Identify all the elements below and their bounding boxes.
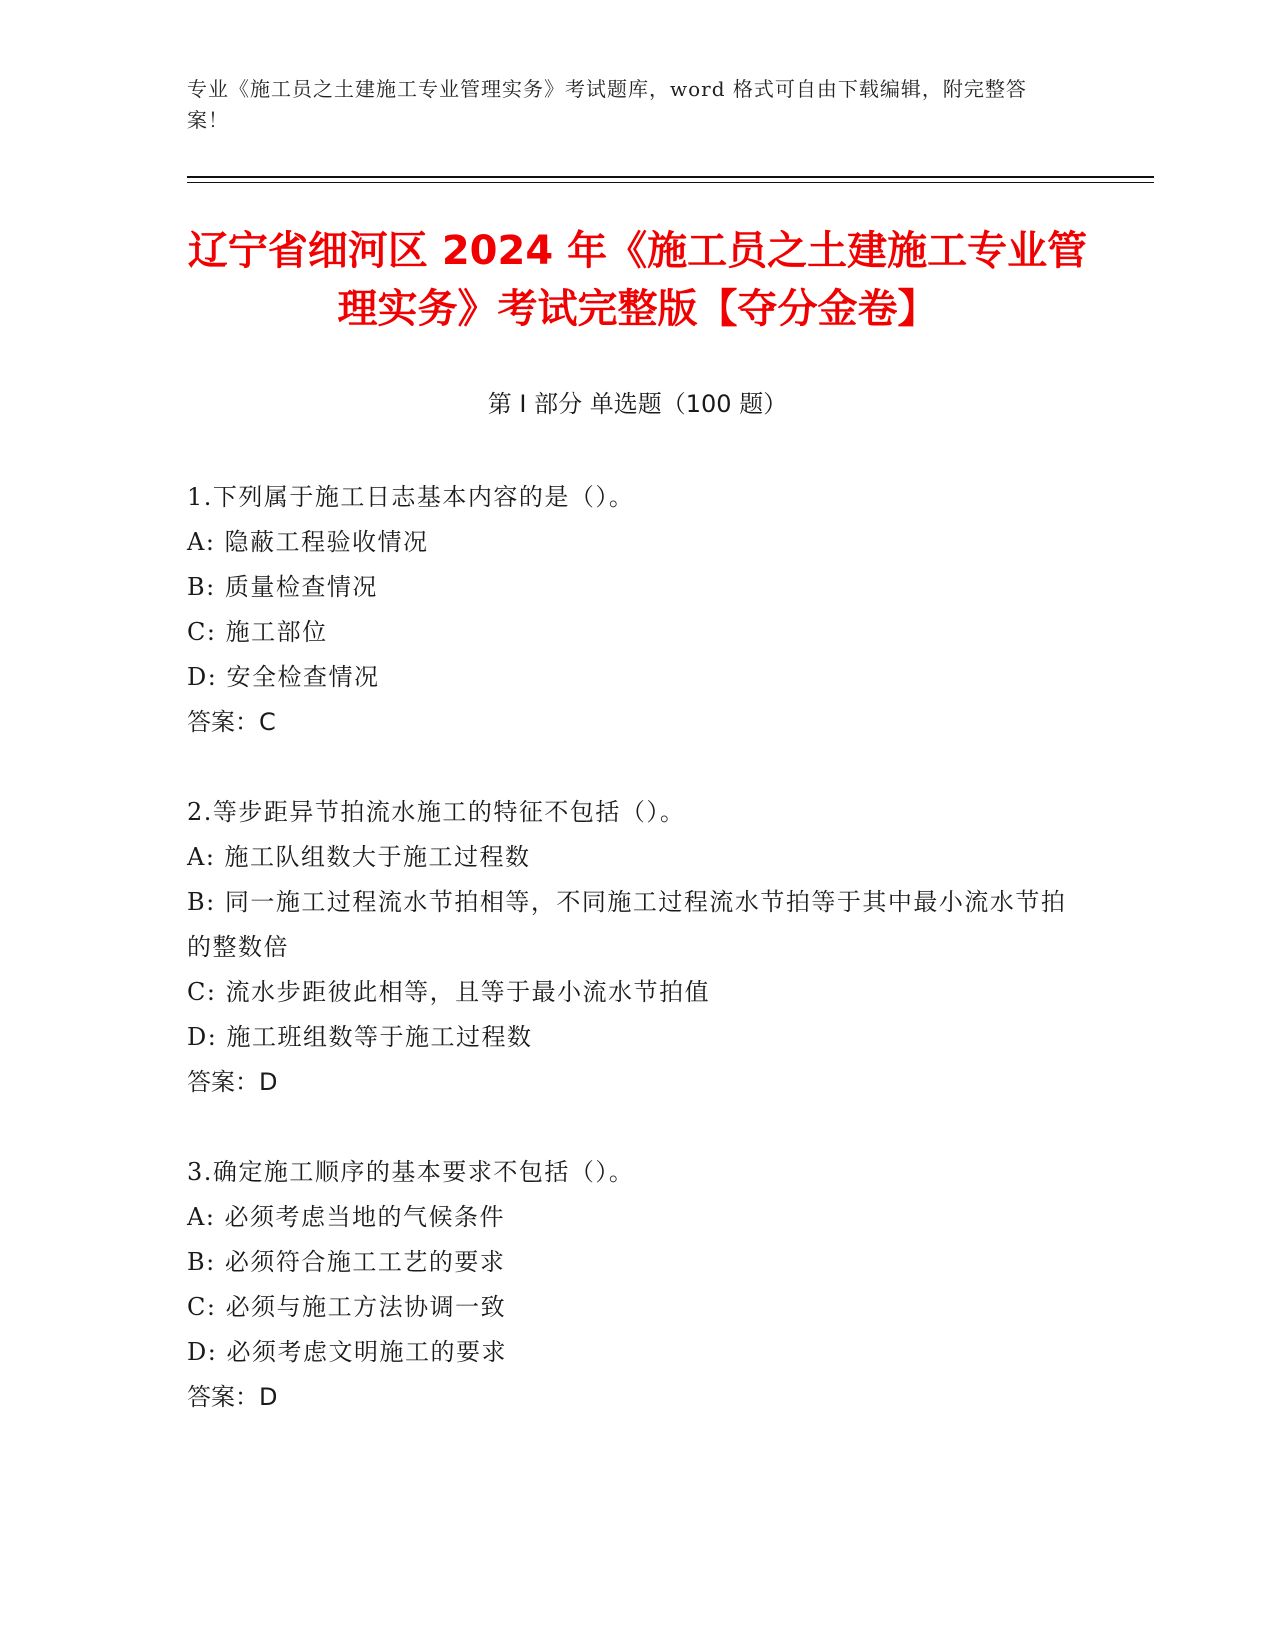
option-b: B: 质量检查情况: [187, 573, 378, 601]
header-note: 专业《施工员之土建施工专业管理实务》考试题库，word 格式可自由下载编辑，附完整答案！: [187, 77, 1027, 132]
option-d: D: 必须考虑文明施工的要求: [187, 1338, 507, 1366]
header-divider-thick: [187, 176, 1154, 178]
answer: 答案：D: [187, 1068, 278, 1096]
option-d: D: 安全检查情况: [187, 663, 380, 691]
header-divider-thin: [187, 182, 1154, 183]
option-c: C: 流水步距彼此相等，且等于最小流水节拍值: [187, 978, 711, 1006]
option-a: A: 隐蔽工程验收情况: [187, 528, 429, 556]
question-3: [187, 1150, 1077, 1420]
question-2: [187, 790, 1077, 1105]
answer: 答案：D: [187, 1383, 278, 1411]
option-a: A: 施工队组数大于施工过程数: [187, 843, 531, 871]
question-stem: 1.下列属于施工日志基本内容的是（）。: [187, 483, 635, 511]
answer: 答案：C: [187, 708, 276, 736]
option-a: A: 必须考虑当地的气候条件: [187, 1203, 506, 1231]
question-1: [187, 475, 1077, 745]
option-b: B: 同一施工过程流水节拍相等，不同施工过程流水节拍等于其中最小流水节拍的整数倍: [187, 888, 1067, 961]
section-title: 第 I 部分 单选题（100 题）: [487, 390, 788, 418]
question-stem: 2.等步距异节拍流水施工的特征不包括（）。: [187, 798, 686, 826]
option-d: D: 施工班组数等于施工过程数: [187, 1023, 533, 1051]
document-title: 辽宁省细河区 2024 年《施工员之土建施工专业管理实务》考试完整版【夺分金卷】: [187, 228, 1088, 332]
option-b: B: 必须符合施工工艺的要求: [187, 1248, 506, 1276]
option-c: C: 施工部位: [187, 618, 328, 646]
option-c: C: 必须与施工方法协调一致: [187, 1293, 507, 1321]
question-list: [187, 475, 1077, 1465]
question-stem: 3.确定施工顺序的基本要求不包括（）。: [187, 1158, 635, 1186]
